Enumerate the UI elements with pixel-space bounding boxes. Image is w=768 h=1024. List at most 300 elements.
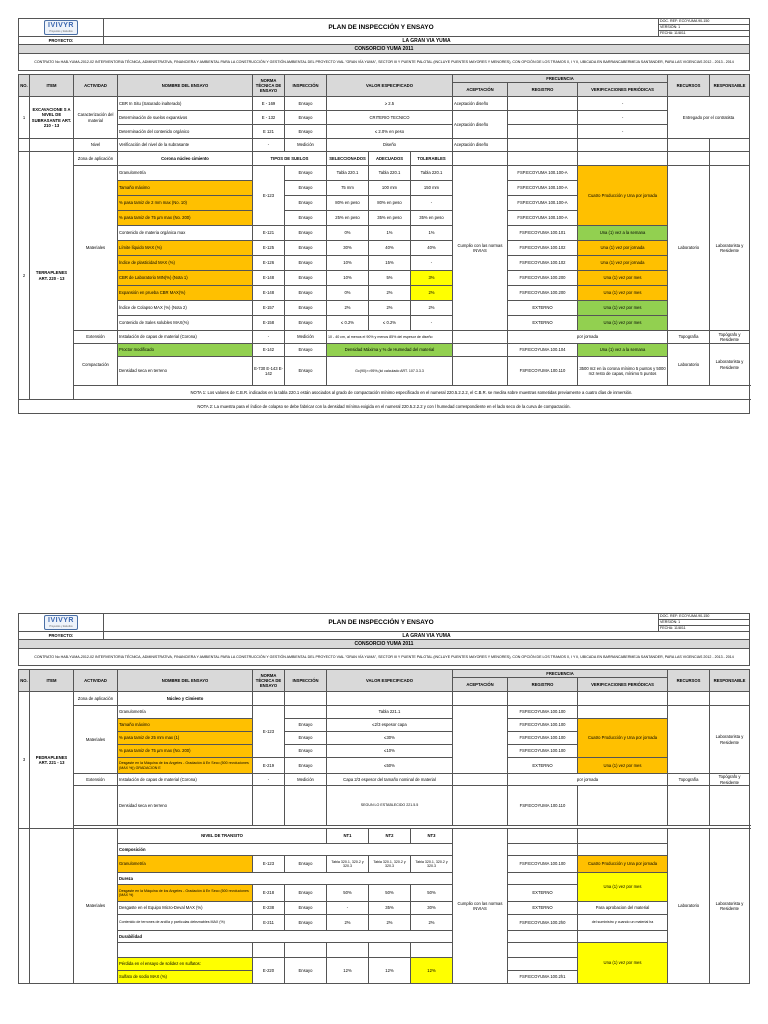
table-row — [19, 786, 750, 826]
norma: E-125 — [253, 241, 285, 256]
company-logo: IVIVYR Proyectos y Estudios — [19, 614, 104, 632]
table-row — [19, 286, 750, 301]
page-title: PLAN DE INSPECCIÓN Y ENSAYO — [104, 19, 659, 37]
header-table-1 — [18, 18, 750, 71]
col-recursos: RECURSOS — [668, 75, 710, 97]
col-inspeccion: INSPECCIÓN — [285, 670, 327, 692]
norma: E-211 — [253, 915, 285, 931]
verif: - — [578, 125, 668, 139]
valor: 10% — [327, 271, 369, 286]
registro: FSP.ECOYUMA 100.110 — [508, 357, 578, 386]
actividad: Compactación — [74, 344, 118, 386]
col-aceptacion: ACEPTACIÓN — [453, 678, 508, 692]
aceptacion-label — [453, 706, 508, 774]
inspeccion: Medición — [285, 774, 327, 786]
inspeccion: Ensayo — [285, 316, 327, 331]
registro: FSP.ECOYUMA 100.104 — [508, 344, 578, 357]
inspeccion — [285, 692, 327, 706]
registro — [508, 943, 578, 958]
inspeccion: Ensayo — [285, 719, 327, 732]
company-logo: IVIVYR Proyectos y Estudios — [19, 19, 104, 37]
valor: 2% — [369, 286, 411, 301]
recursos: Topografía — [668, 331, 710, 344]
registro: FSP.ECOYUMA 100.200 — [508, 271, 578, 286]
proyecto-name: LA GRAN VIA YUMA — [104, 37, 750, 45]
norma: E-142 — [253, 344, 285, 357]
norma: E-157 — [253, 301, 285, 316]
valor: 12% — [327, 958, 369, 984]
inspection-table-2 — [18, 669, 750, 984]
item-no: 1 — [19, 97, 30, 139]
valor: ≤ 0.2% — [369, 316, 411, 331]
composicion-label: Composición — [118, 844, 453, 856]
verif — [578, 786, 668, 826]
item-no — [19, 829, 30, 984]
verif: Una (1) vez por jornada — [578, 241, 668, 256]
recursos: Entregado por el contratista — [668, 97, 750, 139]
verif: 3500 m2 en la corona mínimo 5 puntos y 5000 m2 resto de capas, mínimo 5 puntos — [578, 357, 668, 386]
registro: FSP.ECOYUMA 100.102 — [508, 256, 578, 271]
table-row — [19, 152, 750, 166]
nt1: NT1 — [327, 829, 369, 844]
recursos — [668, 692, 710, 706]
inspeccion: Ensayo — [285, 271, 327, 286]
registro — [508, 152, 578, 166]
verif — [578, 844, 668, 856]
registro — [508, 139, 578, 152]
table-row — [19, 902, 750, 915]
recursos: Laboratorio — [668, 344, 710, 386]
valor: 1% — [411, 226, 453, 241]
verif: Una (1) vez por mes — [578, 758, 668, 774]
col-frecuencia: FRECUENCIA — [453, 75, 668, 83]
table-row — [19, 271, 750, 286]
inspeccion: Ensayo — [285, 902, 327, 915]
verif: Una (1) vez por mes — [578, 286, 668, 301]
norma: E-121 — [253, 226, 285, 241]
registro: FSP.ECOYUMA 100.200 — [508, 286, 578, 301]
table-row — [19, 139, 750, 152]
verif: Cuatro Producción y Una por jornada — [578, 856, 668, 873]
responsable: Laboratorista y Residente — [710, 166, 750, 331]
nt2: NT2 — [369, 829, 411, 844]
norma — [253, 943, 285, 958]
ensayo: Desgaste en la Máquina de los Angeles - Gradación A En Seco (500 revoluciones (MAX %) — [118, 885, 253, 902]
table-row — [19, 915, 750, 931]
norma: E 121 — [253, 125, 285, 139]
table-row — [19, 357, 750, 386]
version: VERSIÓN: 1 — [659, 620, 750, 626]
inspeccion: Ensayo — [285, 301, 327, 316]
ensayo: Pérdida en el ensayo de solidez en sulfatos: — [118, 958, 253, 971]
registro: EXTERNO — [508, 758, 578, 774]
aceptacion: Cumplio con las normas INVIAS — [453, 829, 508, 984]
ensayo: % pasa tamiz de 2 mm max (No. 10) — [118, 196, 253, 211]
registro — [508, 97, 578, 111]
valor: 40% — [411, 241, 453, 256]
valor: 80% en peso — [327, 196, 369, 211]
verif: Cuatro Producción y Una por jornada — [578, 719, 668, 758]
item-name — [30, 829, 74, 984]
fecha: FECHA: 11/8/11 — [659, 626, 750, 632]
registro: FSP.ECOYUMA 100.2h0 — [508, 915, 578, 931]
empty — [30, 139, 74, 152]
col-recursos: RECURSOS — [668, 670, 710, 692]
verif: Cuatro Producción y Una por jornada — [578, 166, 668, 226]
norma: E-126 — [253, 256, 285, 271]
inspeccion: Ensayo — [285, 97, 327, 111]
col-aceptacion: ACEPTACIÓN — [453, 83, 508, 97]
col-verif: VERIFICACIONES PERIÓDICAS — [578, 678, 668, 692]
nivel-transito: NIVEL DE TRANSITO — [118, 829, 327, 844]
actividad: Extensión — [74, 331, 118, 344]
registro — [508, 692, 578, 706]
aceptacion: Aceptación diseño — [453, 139, 508, 152]
table-row — [19, 125, 750, 139]
fecha: FECHA: 11/8/11 — [659, 31, 750, 37]
responsable: Topógrafo y Residente — [710, 331, 750, 344]
registro — [508, 829, 578, 844]
norma — [253, 786, 285, 826]
inspeccion: Ensayo — [285, 958, 327, 984]
table-row — [19, 301, 750, 316]
nota-1: NOTA 1: Los valores de C.B.R. indicados en la tabla 220.1 están asociados al grado de compactación mínimo especificado en el numeral 220.5.2.2.2, el C.B.R. se medira sobre muestras sometidas previamente a cuatro días de inmersión. — [74, 386, 750, 400]
adecuados: ADECUADOS — [369, 152, 411, 166]
inspeccion: Ensayo — [285, 181, 327, 196]
table-row — [19, 692, 750, 706]
verif: del suministro y cuando un material ha — [578, 915, 668, 931]
col-actividad: ACTIVIDAD — [74, 75, 118, 97]
inspeccion: Ensayo — [285, 111, 327, 125]
valor: CRITERIO TECNICO — [327, 111, 453, 125]
recursos: Laboratorio — [668, 829, 710, 984]
actividad: Caracterización del material — [74, 97, 118, 139]
inspeccion: Ensayo — [285, 241, 327, 256]
ensayo: Granulometría — [118, 166, 253, 181]
registro: FSP.ECOYUMA 100.100 — [508, 856, 578, 873]
norma: - — [253, 331, 285, 344]
valor: Tabla 221.1 — [327, 706, 453, 719]
valor: 2% — [327, 915, 369, 931]
valor: 2% — [327, 301, 369, 316]
valor: 35% en peso — [369, 211, 411, 226]
verif: por jornada — [508, 774, 668, 786]
registro — [508, 958, 578, 971]
page-title: PLAN DE INSPECCIÓN Y ENSAYO — [104, 614, 659, 632]
proyecto-name: LA GRAN VIA YUMA — [104, 632, 750, 640]
aceptacion — [453, 331, 508, 344]
ensayo: % pasa tamiz de 75 µm max (No. 200) — [118, 211, 253, 226]
valor — [411, 943, 453, 958]
ensayo: Contenido de terrones de arcilla y partículas deleznables MAX (%) — [118, 915, 253, 931]
inspeccion: Ensayo — [285, 885, 327, 902]
verif: - — [578, 97, 668, 111]
valor: 0% — [327, 286, 369, 301]
norma: - — [253, 774, 285, 786]
ensayo: CBR In Situ (Saturado inalterado) — [118, 97, 253, 111]
ensayo: CBR de Laboratorio MIN(%) (Nota 1) — [118, 271, 253, 286]
verif — [578, 152, 668, 166]
ensayo: % pasa tamiz de 75 µm max (No. 200) — [118, 745, 253, 758]
aceptacion — [453, 774, 508, 786]
norma: E-730 E-143 E-142 — [253, 357, 285, 386]
dureza-label: Dureza — [118, 873, 453, 885]
doc-ref: DOC. REF: ECOYUMA 90-150 — [659, 614, 750, 620]
item-no: 3 — [19, 692, 30, 829]
table-row — [19, 829, 750, 844]
verif: Una (1) vez por mes — [578, 301, 668, 316]
ensayo: Desgaste en la Máquina de los Angeles - Gradación A En Seco (500 revoluciones (MAX %)) GRADACION E — [118, 758, 253, 774]
valor: 35% — [369, 902, 411, 915]
valor: 30% — [327, 241, 369, 256]
valor: 10% — [327, 256, 369, 271]
responsable — [710, 152, 750, 166]
col-valor: VALOR ESPECIFICADO — [327, 670, 453, 692]
table-row — [19, 943, 750, 958]
col-responsable: RESPONSABLE — [710, 75, 750, 97]
valor: ≥ 2.5 — [327, 97, 453, 111]
actividad — [74, 786, 118, 826]
verif: por jornada — [508, 331, 668, 344]
table-row — [19, 758, 750, 774]
registro: FSP.ECOYUMA 100.100 — [508, 732, 578, 745]
table-row — [19, 774, 750, 786]
valor: 2% — [411, 915, 453, 931]
inspeccion: Ensayo — [285, 745, 327, 758]
valor: - — [411, 316, 453, 331]
ensayo: Granulometría — [118, 706, 253, 719]
responsable: Laboratorista y Residente — [710, 344, 750, 386]
col-item: ITEM — [30, 670, 74, 692]
item-name: EXCAVACIONE S A NIVEL DE SUBRASANTE ART. 210 - 13 — [30, 97, 74, 139]
inspeccion: Ensayo — [285, 856, 327, 873]
item-name: TERRAPLENES ART. 220 - 13 — [30, 152, 74, 400]
inspeccion: Medición — [285, 331, 327, 344]
valor: Gc(90)>=95%,(ici calculado ART. 107.3.3.3 — [327, 357, 453, 386]
aceptacion — [453, 357, 508, 386]
registro: EXTERNO — [508, 301, 578, 316]
inspeccion: Ensayo — [285, 915, 327, 931]
sheet-page-1 — [18, 18, 749, 414]
actividad: Nivel — [74, 139, 118, 152]
registro: FSP.ECOYUMA 100.100 — [508, 719, 578, 732]
valor: 50% — [327, 885, 369, 902]
norma: E-238 — [253, 902, 285, 915]
verif: Una (1) vez a la semana — [578, 344, 668, 357]
valor — [369, 943, 411, 958]
col-item: ITEM — [30, 75, 74, 97]
valor: Capa 2/3 espesor del tamaño nominal de material — [327, 774, 453, 786]
valor: 3% — [411, 271, 453, 286]
col-norma: NORMA TÉCNICA DE ENSAYO — [253, 75, 285, 97]
zona-title: Corona núcleo cimiento — [118, 152, 253, 166]
verif — [578, 706, 668, 719]
ensayo: Instalación de capas de material (Corona) — [118, 774, 253, 786]
valor: 15% — [369, 256, 411, 271]
table-row — [19, 856, 750, 873]
valor: ≤50% — [327, 758, 453, 774]
valor: ≤30% — [327, 732, 453, 745]
registro: FSP.ECOYUMA 100.100 — [508, 745, 578, 758]
ensayo: Proctor modificado — [118, 344, 253, 357]
col-valor: VALOR ESPECIFICADO — [327, 75, 453, 97]
proyecto-label: PROYECTO: — [19, 37, 104, 45]
norma: E-158 — [253, 316, 285, 331]
registro: EXTERNO — [508, 316, 578, 331]
responsable — [710, 139, 750, 152]
valor: 80% en peso — [369, 196, 411, 211]
ensayo: Tamaño máximo — [118, 719, 253, 732]
inspeccion: Ensayo — [285, 196, 327, 211]
verif: Una (1) vez por mes — [578, 943, 668, 984]
responsable: Laboratorista y Residente — [710, 829, 750, 984]
norma: E - 132 — [253, 111, 285, 125]
col-no: NO. — [19, 75, 30, 97]
version: VERSIÓN: 1 — [659, 25, 750, 31]
aceptacion — [453, 786, 508, 826]
valor: ≤ 2.0% en peso — [327, 125, 453, 139]
registro: FSP.ECOYUMA 100.100-A — [508, 166, 578, 181]
table-row — [19, 706, 750, 719]
aceptacion — [453, 152, 508, 166]
verif: - — [578, 111, 668, 125]
ensayo: Desgaste en el Equipo Micro-Deval MAX (%) — [118, 902, 253, 915]
actividad: Materiales — [74, 706, 118, 774]
ensayo: Límite líquido MAX (%) — [118, 241, 253, 256]
table-row — [19, 241, 750, 256]
consorcio: CONSORCIO YUMA 2011 — [19, 45, 750, 54]
norma: E-123 — [253, 166, 285, 226]
table-row — [19, 226, 750, 241]
verif — [578, 829, 668, 844]
registro — [508, 125, 578, 139]
verif — [578, 139, 668, 152]
ensayo: Instalación de capas de material (Corona) — [118, 331, 253, 344]
inspeccion — [285, 786, 327, 826]
col-ensayo: NOMBRE DEL ENSAYO — [118, 75, 253, 97]
registro: FSP.ECOYUMA 100.100-A — [508, 211, 578, 226]
proyecto-label: PROYECTO: — [19, 632, 104, 640]
ensayo: Determinación de suelos expansivos — [118, 111, 253, 125]
valor: 12% — [369, 958, 411, 984]
item-no: 2 — [19, 152, 30, 400]
contrato-text: CONTRATO No HAB-YUMA-2012-02 INTERVENTORIA TÉCNICA, ADMINISTRATIVA, FINANCIERA Y AMBIENTAL PARA LA CONSTRUCCIÓN Y GESTIÓN AMBIENTAL DEL PROYECTO VIAL "GRAN VÍA YUMA", SECTOR III Y PUENTE PALOTAL (INCLUYE PUENTES MAYORES Y MENORES), CON OPCIÓN DE LOS TRAMOS 0, I Y II, UBICADA EN BARRANCABERMEJA SANTANDER, PARA LAS VIGENCIAS 2012 - 2013 - 2014 — [19, 54, 750, 71]
aceptacion — [453, 692, 508, 706]
valor: Tabla 220.1 — [369, 166, 411, 181]
valor: 0% — [327, 226, 369, 241]
registro: FSP.ECOYUMA 100.110 — [508, 786, 578, 826]
valor — [327, 943, 369, 958]
registro — [508, 111, 578, 125]
col-ensayo: NOMBRE DEL ENSAYO — [118, 670, 253, 692]
doc-ref: DOC. REF: ECOYUMA 90-150 — [659, 19, 750, 25]
registro: EXTERNO — [508, 885, 578, 902]
registro: FSP.ECOYUMA 100.100-A — [508, 196, 578, 211]
valor: 2% — [369, 915, 411, 931]
inspeccion: Ensayo — [285, 344, 327, 357]
registro: EXTERNO — [508, 902, 578, 915]
tolerables: TOLERABLES — [411, 152, 453, 166]
col-actividad: ACTIVIDAD — [74, 670, 118, 692]
valor: Tabla 320.1, 320.2 y 320.3 — [411, 856, 453, 873]
inspeccion: Ensayo — [285, 211, 327, 226]
valor: Densidad Máxima y % de Humedad del material — [327, 344, 453, 357]
norma: E-148 — [253, 286, 285, 301]
table-row — [19, 97, 750, 111]
inspeccion: Ensayo — [285, 125, 327, 139]
durabilidad-label: Durabilidad — [118, 931, 453, 943]
ensayo: Índice de plasticidad MAX (%) — [118, 256, 253, 271]
inspeccion: Ensayo — [285, 226, 327, 241]
registro — [508, 931, 578, 943]
valor: 100 mm — [369, 181, 411, 196]
table-row — [19, 331, 750, 344]
norma: E-219 — [253, 758, 285, 774]
registro: FSP.ECOYUMA 100.102 — [508, 241, 578, 256]
inspeccion: Medición — [285, 139, 327, 152]
valor: 1% — [369, 226, 411, 241]
ensayo: % pasa tamiz de 25 mm max (1) — [118, 732, 253, 745]
inspeccion: Ensayo — [285, 758, 327, 774]
valor: ≤10% — [327, 745, 453, 758]
header-table-2 — [18, 613, 750, 666]
consorcio: CONSORCIO YUMA 2011 — [19, 640, 750, 649]
table-row — [19, 111, 750, 125]
actividad: Materiales — [74, 166, 118, 331]
recursos: Topografía — [668, 774, 710, 786]
table-row — [19, 344, 750, 357]
valor: 40% — [369, 241, 411, 256]
norma: - — [253, 139, 285, 152]
norma: E-148 — [253, 271, 285, 286]
ensayo: Sulfato de sodio MAX (%) — [118, 971, 253, 984]
inspeccion: Ensayo — [285, 732, 327, 745]
seleccionados: SELECCIONADOS — [327, 152, 369, 166]
responsable — [710, 786, 750, 826]
verif: Una (1) vez por mes — [578, 271, 668, 286]
recursos-spacer — [668, 706, 710, 774]
table-row — [19, 316, 750, 331]
valor: 10 - 40 cm, al menos el 90% y menos 85% del espesor de diseño — [327, 331, 453, 344]
sheet-page-2 — [18, 613, 749, 984]
valor: 150 mm — [411, 181, 453, 196]
ensayo: Verificación del nivel de la subrasante — [118, 139, 253, 152]
col-frecuencia: FRECUENCIA — [453, 670, 668, 678]
norma: E - 169 — [253, 97, 285, 111]
empty — [19, 139, 30, 152]
ensayo: Índice de Colapso MAX (%) (Nota 2) — [118, 301, 253, 316]
responsable: Laboratorista y Residente — [710, 706, 750, 774]
col-no: NO. — [19, 670, 30, 692]
zona-aplicacion: Zona de aplicación — [74, 152, 118, 166]
col-inspeccion: INSPECCIÓN — [285, 75, 327, 97]
actividad: Extensión — [74, 774, 118, 786]
valor: 50% — [369, 885, 411, 902]
aceptacion: Cumplio con las normas INVIAS — [453, 166, 508, 331]
valor: Tabla 320.1, 320.2 y 320.3 — [327, 856, 369, 873]
valor: 25% en peso — [327, 211, 369, 226]
recursos — [668, 786, 710, 826]
registro: FSP.ECOYUMA 100.2h1 — [508, 971, 578, 984]
table-row — [19, 166, 750, 181]
valor: - — [411, 196, 453, 211]
valor: - — [411, 256, 453, 271]
col-responsable: RESPONSABLE — [710, 670, 750, 692]
valor: Diseño — [327, 139, 453, 152]
valor: ≤2/3 espesor capa — [327, 719, 453, 732]
aceptacion: Aceptación diseño — [453, 111, 508, 139]
verif: Una (1) vez por mes — [578, 316, 668, 331]
